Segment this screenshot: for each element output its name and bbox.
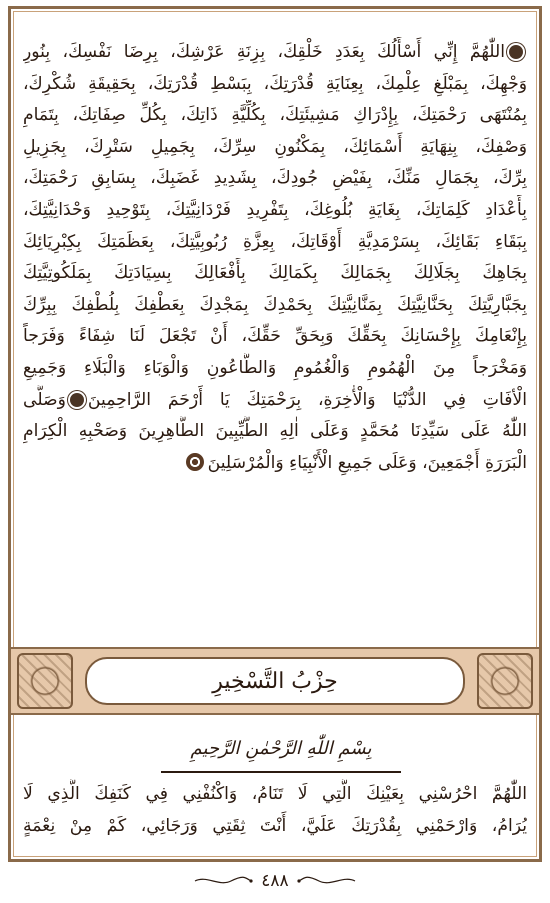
section-title [85,657,465,705]
section-header-band [11,647,539,715]
paragraph-marker-icon [509,45,523,59]
ornament-corner-right-icon [477,653,533,709]
dua-line-5: بِرِّكَ، بِجَمَالِ مَنِّكَ، بِفَيْضِ جُودِكَ، بِشَدِيدِ غَضَبِكَ، بِسَابِقِ رَحْمَتِكَ، [23,168,527,189]
dua-line-7: بِبَقَاءِ بَقَائِكَ، بِسَرْمَدِيَّةِ أَوْقَاتِكَ، بِعِزَّةِ رُبُوبِيَّتِكَ، بِعَظَمَتِكَ بِكِبْرِيَائِكَ [23,231,527,252]
dua-line-9: بِجَبَّارِيَّتِكَ بِحَنَّانِيَّتِكَ بِمَنَّانِيَّتِكَ بِحَمْدِكَ بِمَجْدِكَ بِعَطْفِكَ بِلُطْفِكَ بِبِرِّكَ [23,294,527,315]
dua-line-14: الْبَرَرَةِ أَجْمَعِينَ، وَعَلَى جَمِيعِ الْأَنْبِيَاءِ وَالْمُرْسَلِينَ [23,448,527,480]
paragraph-marker-icon [70,393,84,407]
dua-line-12: الْأفَاتِ فِي الدُّنْيَا وَالْأٰخِرَةِ، بِرَحْمَتِكَ يَا أَرْحَمَ الرَّاحِمِينَوَصَلَّى [23,389,527,410]
page-footer [0,866,550,896]
hizb-line-1: اللّٰهُمَّ احْرُسْنِي بِعَيْنِكَ الَّتِي لَا تَنَامُ، وَاكْنُفْنِي فِي كَنَفِكَ الَّذِي لَا [23,784,527,804]
hizb-line-2: يُرَامُ، وَارْحَمْنِي بِقُدْرَتِكَ عَلَيَّ، أَنْتَ ثِقَتِي وَرَجَائِي، كَمْ مِنْ نِعْمَةٍ [23,815,527,836]
end-rosette-icon [186,453,204,471]
dua-line-6: بِأَعْدَادِ كَلِمَاتِكَ، بِغَايَةِ بُلُوغِكَ، بِتَفْرِيدِ فَرْدَانِيَّتِكَ، بِتَوْحِيدِ وَحْدَانِيَّتِكَ، [23,199,527,220]
ornament-corner-left-icon [17,653,73,709]
dua-line-2: وَجْهِكَ، بِمَبْلَغِ عِلْمِكَ، بِعِنَايَةِ قُدْرَتِكَ، بِبَسْطِ قُدْرَتِكَ، بِحَقِيقَةِ شُكْرِكَ، [23,73,527,94]
dua-line-4: وَصْفِكَ، بِنِهَايَةِ أَسْمَائِكَ، بِمَكْنُونِ سِرِّكَ، بِجَمِيلِ سَتْرِكَ، بِجَزِيلِ [23,136,527,157]
basmala-text: بِسْمِ اللّٰهِ الرَّحْمٰنِ الرَّحِيمِ [190,737,372,759]
flourish-left-icon [193,875,253,887]
dua-line-3: بِمُنْتَهَى رَحْمَتِكَ، بِإِدْرَاكِ مَشِيئَتِكَ، بِكُلِّيَّةِ ذَاتِكَ، بِكُلِّ صِفَاتِكَ، بِتَمَامِ [23,105,527,126]
page-number: ٤٨٨ [261,871,289,891]
dua-line-8: بِجَاهِكَ بِجَلَالِكَ بِجَمَالِكَ بِكَمَالِكَ بِأَفْعَالِكَ بِسِيَادَتِكَ بِمَلَكُوتِيَّتِكَ [23,263,527,284]
page-frame [8,6,542,862]
dua-line-11: وَمَخْرَجاً مِنَ الْهُمُومِ وَالْغُمُومِ وَالطَّاعُونِ وَالْوَبَاءِ وَالْبَلَاءِ وَجَمِيعِ [23,357,527,378]
dua-text [23,37,527,479]
section-title-text: حِزْبُ التَّسْخِيرِ [212,668,338,694]
dua-line-1: اللّٰهُمَّ إِنِّي أَسْأَلُكَ بِعَدَدِ خَلْقِكَ، بِزِنَةِ عَرْشِكَ، بِرِضَا نَفْسِكَ، بِنُورِ [23,37,527,69]
dua-line-13: اللّٰهُ عَلَى سَيِّدِنَا مُحَمَّدٍ وَعَلَى اٰلِهِ الطَّيِّبِينَ الطَّاهِرِينَ وَصَحْبِهِ الْكِرَامِ [23,421,527,442]
basmala-calligraphy [161,725,401,773]
dua-line-10: بِإِنْعَامِكَ بِإِحْسَانِكَ بِحَقِّكَ وَبِحَقِّ حَقِّكَ، أَنْ تَجْعَلَ لَنَا شِفَاءً وَفَرَجاً [23,326,527,347]
hizb-text [23,779,527,842]
flourish-right-icon [297,875,357,887]
